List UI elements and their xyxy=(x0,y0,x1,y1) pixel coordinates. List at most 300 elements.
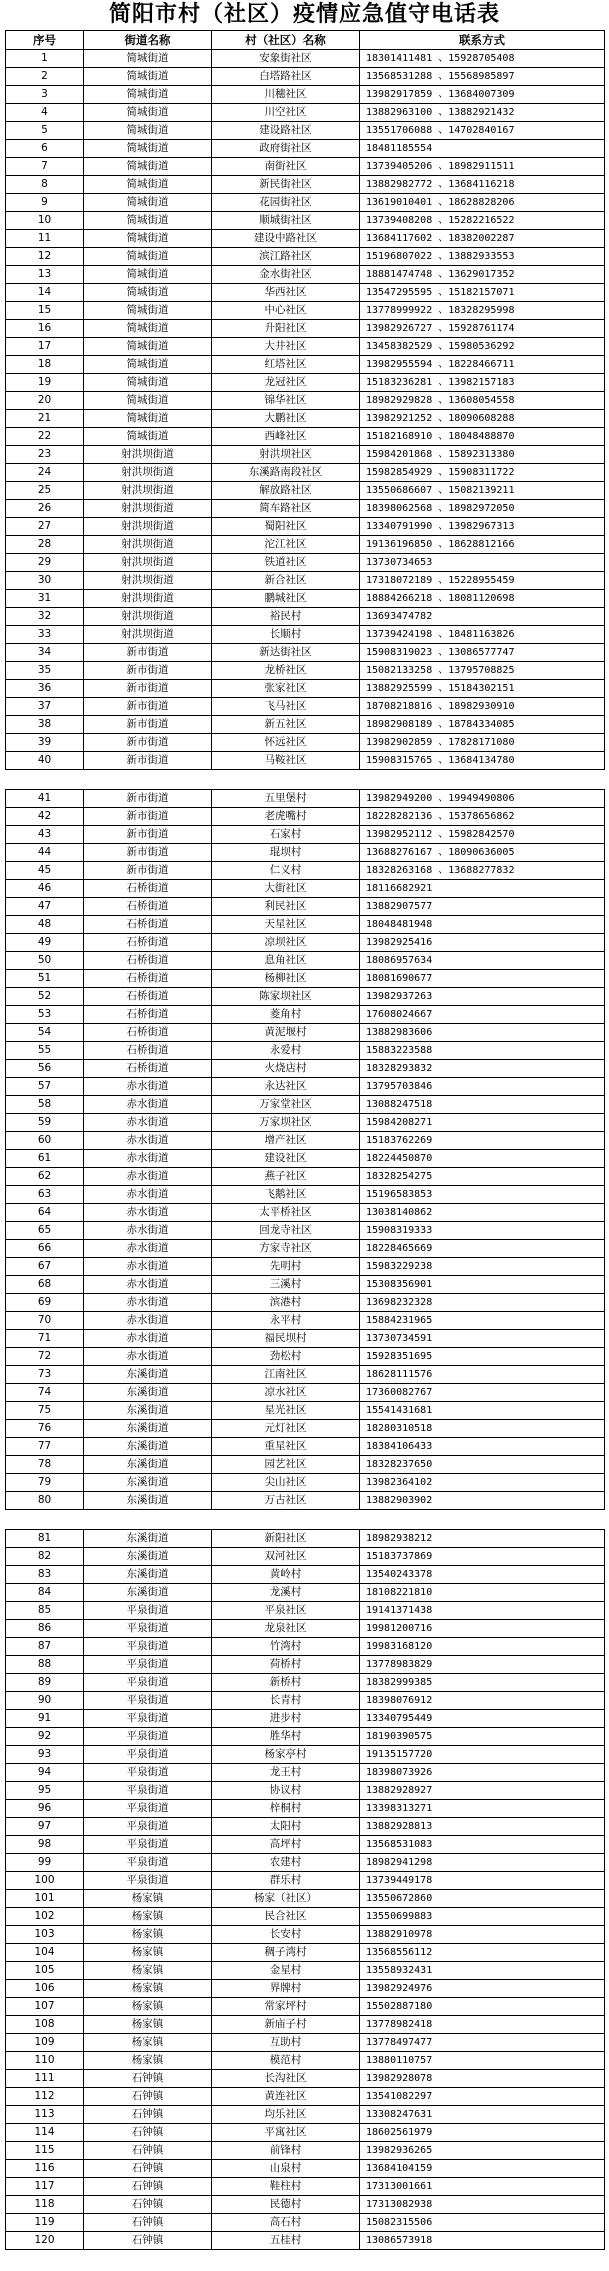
row-number: 55 xyxy=(6,1042,84,1060)
row-number: 81 xyxy=(6,1530,84,1548)
street-name: 石钟镇 xyxy=(84,2196,212,2214)
table-row xyxy=(6,2034,605,2052)
village-name: 梓桐村 xyxy=(212,1800,360,1818)
row-number: 116 xyxy=(6,2160,84,2178)
table-row xyxy=(6,1456,605,1474)
phone-numbers: 13038140862 xyxy=(360,1204,605,1222)
street-name: 平泉街道 xyxy=(84,1692,212,1710)
street-name: 平泉街道 xyxy=(84,1854,212,1872)
row-number: 31 xyxy=(6,590,84,608)
phone-numbers: 17360082767 xyxy=(360,1384,605,1402)
table-row xyxy=(6,248,605,266)
village-name: 南街社区 xyxy=(212,158,360,176)
phone-numbers: 13739424198 、18481163826 xyxy=(360,626,605,644)
phone-numbers: 13550686607 、15082139211 xyxy=(360,482,605,500)
row-number: 7 xyxy=(6,158,84,176)
table-row xyxy=(6,1330,605,1348)
row-number: 32 xyxy=(6,608,84,626)
street-name: 简城街道 xyxy=(84,212,212,230)
village-name: 永平村 xyxy=(212,1312,360,1330)
street-name: 平泉街道 xyxy=(84,1746,212,1764)
row-number: 82 xyxy=(6,1548,84,1566)
street-name: 射洪坝街道 xyxy=(84,554,212,572)
village-name: 杨家（社区） xyxy=(212,1890,360,1908)
phone-numbers: 13778982418 xyxy=(360,2016,605,2034)
street-name: 石桥街道 xyxy=(84,934,212,952)
row-number: 117 xyxy=(6,2178,84,2196)
street-name: 东溪街道 xyxy=(84,1530,212,1548)
village-name: 稠子湾村 xyxy=(212,1944,360,1962)
row-number: 65 xyxy=(6,1222,84,1240)
phone-numbers: 13730734653 xyxy=(360,554,605,572)
village-name: 福民坝村 xyxy=(212,1330,360,1348)
row-number: 20 xyxy=(6,392,84,410)
phone-numbers: 13882907577 xyxy=(360,898,605,916)
table-row xyxy=(6,952,605,970)
village-name: 滨港村 xyxy=(212,1294,360,1312)
table-row xyxy=(6,644,605,662)
phone-numbers: 13982917859 、13684007309 xyxy=(360,86,605,104)
street-name: 新市街道 xyxy=(84,862,212,880)
street-name: 赤水街道 xyxy=(84,1078,212,1096)
row-number: 2 xyxy=(6,68,84,86)
row-number: 53 xyxy=(6,1006,84,1024)
table-row xyxy=(6,2196,605,2214)
row-number: 96 xyxy=(6,1800,84,1818)
table-gap xyxy=(0,770,609,789)
village-name: 建设路社区 xyxy=(212,122,360,140)
table-row xyxy=(6,1312,605,1330)
table-row xyxy=(6,1998,605,2016)
phone-numbers: 13541082297 xyxy=(360,2088,605,2106)
row-number: 73 xyxy=(6,1366,84,1384)
street-name: 平泉街道 xyxy=(84,1818,212,1836)
street-name: 东溪街道 xyxy=(84,1492,212,1510)
table-row xyxy=(6,1548,605,1566)
village-name: 农建村 xyxy=(212,1854,360,1872)
phone-numbers: 18328237650 xyxy=(360,1456,605,1474)
phone-numbers: 13739405206 、18982911511 xyxy=(360,158,605,176)
phone-numbers: 15196583853 xyxy=(360,1186,605,1204)
phone-numbers: 18628111576 xyxy=(360,1366,605,1384)
row-number: 11 xyxy=(6,230,84,248)
row-number: 28 xyxy=(6,536,84,554)
village-name: 龙泉社区 xyxy=(212,1620,360,1638)
table-row xyxy=(6,68,605,86)
street-name: 新市街道 xyxy=(84,844,212,862)
village-name: 先明村 xyxy=(212,1258,360,1276)
street-name: 赤水街道 xyxy=(84,1330,212,1348)
table-row xyxy=(6,1438,605,1456)
phone-numbers: 18982938212 xyxy=(360,1530,605,1548)
village-name: 简车路社区 xyxy=(212,500,360,518)
village-name: 平寓社区 xyxy=(212,2124,360,2142)
table-row xyxy=(6,862,605,880)
table-row xyxy=(6,626,605,644)
row-number: 91 xyxy=(6,1710,84,1728)
village-name: 大井社区 xyxy=(212,338,360,356)
street-name: 石桥街道 xyxy=(84,1042,212,1060)
table-row xyxy=(6,140,605,158)
village-name: 新阳社区 xyxy=(212,1530,360,1548)
village-name: 菱角村 xyxy=(212,1006,360,1024)
table-row xyxy=(6,826,605,844)
street-name: 平泉街道 xyxy=(84,1656,212,1674)
street-name: 石钟镇 xyxy=(84,2070,212,2088)
row-number: 25 xyxy=(6,482,84,500)
row-number: 103 xyxy=(6,1926,84,1944)
phone-numbers: 13619010401 、18628828206 xyxy=(360,194,605,212)
street-name: 东溪街道 xyxy=(84,1402,212,1420)
header-village: 村（社区）名称 xyxy=(212,31,360,50)
table-row xyxy=(6,572,605,590)
table-row xyxy=(6,1258,605,1276)
street-name: 新市街道 xyxy=(84,644,212,662)
phone-numbers: 18048481948 xyxy=(360,916,605,934)
phone-numbers: 17313082938 xyxy=(360,2196,605,2214)
table-row xyxy=(6,2214,605,2232)
table-row xyxy=(6,1656,605,1674)
village-name: 沱江社区 xyxy=(212,536,360,554)
village-name: 解放路社区 xyxy=(212,482,360,500)
street-name: 平泉街道 xyxy=(84,1872,212,1890)
phone-numbers: 18224450870 xyxy=(360,1150,605,1168)
table-row xyxy=(6,1710,605,1728)
village-name: 花园街社区 xyxy=(212,194,360,212)
village-name: 互助村 xyxy=(212,2034,360,2052)
village-name: 五桂村 xyxy=(212,2232,360,2250)
row-number: 106 xyxy=(6,1980,84,1998)
row-number: 42 xyxy=(6,808,84,826)
table-row xyxy=(6,338,605,356)
phone-numbers: 15983229238 xyxy=(360,1258,605,1276)
phone-numbers: 17608024667 xyxy=(360,1006,605,1024)
duty-phone-tables xyxy=(0,30,609,2250)
row-number: 1 xyxy=(6,50,84,68)
table-row xyxy=(6,844,605,862)
street-name: 新市街道 xyxy=(84,680,212,698)
table-row xyxy=(6,536,605,554)
row-number: 100 xyxy=(6,1872,84,1890)
village-name: 陈家坝社区 xyxy=(212,988,360,1006)
row-number: 39 xyxy=(6,734,84,752)
street-name: 新市街道 xyxy=(84,662,212,680)
phone-numbers: 13398313271 xyxy=(360,1800,605,1818)
row-number: 23 xyxy=(6,446,84,464)
row-number: 80 xyxy=(6,1492,84,1510)
village-name: 进步村 xyxy=(212,1710,360,1728)
phone-numbers: 15982854929 、15908311722 xyxy=(360,464,605,482)
village-name: 界牌村 xyxy=(212,1980,360,1998)
street-name: 石钟镇 xyxy=(84,2088,212,2106)
phone-numbers: 13739449178 xyxy=(360,1872,605,1890)
village-name: 凉水社区 xyxy=(212,1384,360,1402)
table-row xyxy=(6,302,605,320)
phone-numbers: 18382999385 xyxy=(360,1674,605,1692)
table-row xyxy=(6,790,605,808)
row-number: 49 xyxy=(6,934,84,952)
table-row xyxy=(6,2052,605,2070)
table-row xyxy=(6,1854,605,1872)
phone-numbers: 13882963100 、13882921432 xyxy=(360,104,605,122)
phone-numbers: 18881474748 、13629017352 xyxy=(360,266,605,284)
street-name: 平泉街道 xyxy=(84,1728,212,1746)
street-name: 杨家镇 xyxy=(84,1980,212,1998)
village-name: 张家社区 xyxy=(212,680,360,698)
row-number: 56 xyxy=(6,1060,84,1078)
table-row xyxy=(6,1962,605,1980)
village-name: 顺城街社区 xyxy=(212,212,360,230)
street-name: 射洪坝街道 xyxy=(84,590,212,608)
row-number: 97 xyxy=(6,1818,84,1836)
phone-numbers: 13982926727 、15928761174 xyxy=(360,320,605,338)
phone-numbers: 18982941298 xyxy=(360,1854,605,1872)
street-name: 东溪街道 xyxy=(84,1548,212,1566)
phone-numbers: 13982952112 、15982842570 xyxy=(360,826,605,844)
village-name: 江南社区 xyxy=(212,1366,360,1384)
header-no: 序号 xyxy=(6,31,84,50)
street-name: 石桥街道 xyxy=(84,1006,212,1024)
street-name: 石桥街道 xyxy=(84,988,212,1006)
row-number: 4 xyxy=(6,104,84,122)
row-number: 69 xyxy=(6,1294,84,1312)
phone-numbers: 13982921252 、18090608288 xyxy=(360,410,605,428)
table-row xyxy=(6,2232,605,2250)
table-row xyxy=(6,554,605,572)
row-number: 36 xyxy=(6,680,84,698)
table-row xyxy=(6,1060,605,1078)
street-name: 杨家镇 xyxy=(84,1926,212,1944)
street-name: 简城街道 xyxy=(84,194,212,212)
village-name: 永爱村 xyxy=(212,1042,360,1060)
phone-numbers: 18602561979 xyxy=(360,2124,605,2142)
phone-numbers: 18081690677 xyxy=(360,970,605,988)
table-row xyxy=(6,1114,605,1132)
row-number: 5 xyxy=(6,122,84,140)
table-row xyxy=(6,1890,605,1908)
street-name: 杨家镇 xyxy=(84,1890,212,1908)
phone-numbers: 18228282136 、15378656862 xyxy=(360,808,605,826)
table-row xyxy=(6,284,605,302)
village-name: 建设中路社区 xyxy=(212,230,360,248)
phone-numbers: 13795703846 xyxy=(360,1078,605,1096)
table-row xyxy=(6,716,605,734)
row-number: 45 xyxy=(6,862,84,880)
street-name: 赤水街道 xyxy=(84,1348,212,1366)
street-name: 东溪街道 xyxy=(84,1384,212,1402)
phone-numbers: 13982949200 、19949490806 xyxy=(360,790,605,808)
village-name: 星光社区 xyxy=(212,1402,360,1420)
village-name: 模范村 xyxy=(212,2052,360,2070)
street-name: 简城街道 xyxy=(84,86,212,104)
village-name: 燕子社区 xyxy=(212,1168,360,1186)
village-name: 前锋村 xyxy=(212,2142,360,2160)
village-name: 天星社区 xyxy=(212,916,360,934)
street-name: 石桥街道 xyxy=(84,916,212,934)
phone-numbers: 13540243378 xyxy=(360,1566,605,1584)
phone-numbers: 13982364102 xyxy=(360,1474,605,1492)
row-number: 67 xyxy=(6,1258,84,1276)
table-row xyxy=(6,1728,605,1746)
village-name: 东溪路南段社区 xyxy=(212,464,360,482)
street-name: 简城街道 xyxy=(84,284,212,302)
phone-numbers: 13308247631 xyxy=(360,2106,605,2124)
phone-numbers: 18481185554 xyxy=(360,140,605,158)
table-row xyxy=(6,1818,605,1836)
row-number: 111 xyxy=(6,2070,84,2088)
village-name: 万家堂社区 xyxy=(212,1096,360,1114)
street-name: 杨家镇 xyxy=(84,2034,212,2052)
street-name: 简城街道 xyxy=(84,428,212,446)
table-row xyxy=(6,2142,605,2160)
phone-numbers: 13551706088 、14702840167 xyxy=(360,122,605,140)
table-row xyxy=(6,1638,605,1656)
table-row xyxy=(6,1674,605,1692)
table-row xyxy=(6,1168,605,1186)
row-number: 26 xyxy=(6,500,84,518)
village-name: 黄连社区 xyxy=(212,2088,360,2106)
table-row xyxy=(6,1474,605,1492)
phone-numbers: 15502887180 xyxy=(360,1998,605,2016)
phone-numbers: 17318072189 、15228955459 xyxy=(360,572,605,590)
table-row xyxy=(6,752,605,770)
street-name: 石钟镇 xyxy=(84,2160,212,2178)
row-number: 21 xyxy=(6,410,84,428)
table-row xyxy=(6,590,605,608)
table-row xyxy=(6,934,605,952)
phone-numbers: 15082315506 xyxy=(360,2214,605,2232)
table-row xyxy=(6,212,605,230)
row-number: 6 xyxy=(6,140,84,158)
street-name: 简城街道 xyxy=(84,104,212,122)
row-number: 120 xyxy=(6,2232,84,2250)
village-name: 群乐村 xyxy=(212,1872,360,1890)
phone-numbers: 18086957634 xyxy=(360,952,605,970)
street-name: 东溪街道 xyxy=(84,1366,212,1384)
village-name: 太平桥社区 xyxy=(212,1204,360,1222)
row-number: 110 xyxy=(6,2052,84,2070)
village-name: 琨坝村 xyxy=(212,844,360,862)
row-number: 72 xyxy=(6,1348,84,1366)
street-name: 石桥街道 xyxy=(84,898,212,916)
village-name: 民德村 xyxy=(212,2196,360,2214)
phone-numbers: 13882982772 、13684116218 xyxy=(360,176,605,194)
row-number: 66 xyxy=(6,1240,84,1258)
table-row xyxy=(6,2088,605,2106)
street-name: 东溪街道 xyxy=(84,1438,212,1456)
street-name: 东溪街道 xyxy=(84,1456,212,1474)
phone-numbers: 15082133258 、13795708825 xyxy=(360,662,605,680)
village-name: 龙桥社区 xyxy=(212,662,360,680)
village-name: 新五社区 xyxy=(212,716,360,734)
row-number: 95 xyxy=(6,1782,84,1800)
phone-numbers: 15908319023 、13086577747 xyxy=(360,644,605,662)
row-number: 29 xyxy=(6,554,84,572)
row-number: 112 xyxy=(6,2088,84,2106)
phone-numbers: 13684104159 xyxy=(360,2160,605,2178)
street-name: 射洪坝街道 xyxy=(84,446,212,464)
village-name: 升阳社区 xyxy=(212,320,360,338)
table-row xyxy=(6,1240,605,1258)
row-number: 115 xyxy=(6,2142,84,2160)
row-number: 101 xyxy=(6,1890,84,1908)
row-number: 94 xyxy=(6,1764,84,1782)
phone-numbers: 18398076912 xyxy=(360,1692,605,1710)
table-row xyxy=(6,1944,605,1962)
phone-numbers: 13778497477 xyxy=(360,2034,605,2052)
row-number: 93 xyxy=(6,1746,84,1764)
row-number: 77 xyxy=(6,1438,84,1456)
village-name: 新合社区 xyxy=(212,572,360,590)
table-row xyxy=(6,1402,605,1420)
street-name: 赤水街道 xyxy=(84,1222,212,1240)
phone-numbers: 13698232328 xyxy=(360,1294,605,1312)
table-row xyxy=(6,1348,605,1366)
table-row xyxy=(6,1024,605,1042)
row-number: 76 xyxy=(6,1420,84,1438)
street-name: 射洪坝街道 xyxy=(84,626,212,644)
phone-numbers: 13882983606 xyxy=(360,1024,605,1042)
village-name: 均乐社区 xyxy=(212,2106,360,2124)
table-row xyxy=(6,1566,605,1584)
street-name: 简城街道 xyxy=(84,68,212,86)
row-number: 41 xyxy=(6,790,84,808)
street-name: 新市街道 xyxy=(84,734,212,752)
table-row xyxy=(6,1294,605,1312)
table-gap xyxy=(0,1510,609,1529)
phone-numbers: 13982937263 xyxy=(360,988,605,1006)
phone-numbers: 13982955594 、18228466711 xyxy=(360,356,605,374)
table-row xyxy=(6,734,605,752)
phone-numbers: 13730734591 xyxy=(360,1330,605,1348)
phone-numbers: 18982929828 、13608054558 xyxy=(360,392,605,410)
row-number: 14 xyxy=(6,284,84,302)
table-row xyxy=(6,1366,605,1384)
phone-numbers: 15984208271 xyxy=(360,1114,605,1132)
table-row xyxy=(6,1782,605,1800)
phone-numbers: 13550672860 xyxy=(360,1890,605,1908)
table-row xyxy=(6,1746,605,1764)
street-name: 平泉街道 xyxy=(84,1674,212,1692)
village-name: 马鞍社区 xyxy=(212,752,360,770)
street-name: 简城街道 xyxy=(84,158,212,176)
street-name: 平泉街道 xyxy=(84,1602,212,1620)
table-row xyxy=(6,2016,605,2034)
row-number: 9 xyxy=(6,194,84,212)
village-name: 重星社区 xyxy=(212,1438,360,1456)
header-street: 街道名称 xyxy=(84,31,212,50)
table-row xyxy=(6,1602,605,1620)
street-name: 赤水街道 xyxy=(84,1240,212,1258)
phone-numbers: 19135157720 xyxy=(360,1746,605,1764)
phone-numbers: 13684117602 、18382002287 xyxy=(360,230,605,248)
contact-table xyxy=(5,1529,605,2250)
street-name: 简城街道 xyxy=(84,50,212,68)
phone-numbers: 13088247518 xyxy=(360,1096,605,1114)
phone-numbers: 13568531083 xyxy=(360,1836,605,1854)
village-name: 金星村 xyxy=(212,1962,360,1980)
street-name: 射洪坝街道 xyxy=(84,464,212,482)
street-name: 射洪坝街道 xyxy=(84,500,212,518)
table-row xyxy=(6,2178,605,2196)
phone-numbers: 13982928078 xyxy=(360,2070,605,2088)
village-name: 新庙子村 xyxy=(212,2016,360,2034)
row-number: 15 xyxy=(6,302,84,320)
street-name: 杨家镇 xyxy=(84,2016,212,2034)
street-name: 平泉街道 xyxy=(84,1800,212,1818)
village-name: 新民街社区 xyxy=(212,176,360,194)
village-name: 龙冠社区 xyxy=(212,374,360,392)
